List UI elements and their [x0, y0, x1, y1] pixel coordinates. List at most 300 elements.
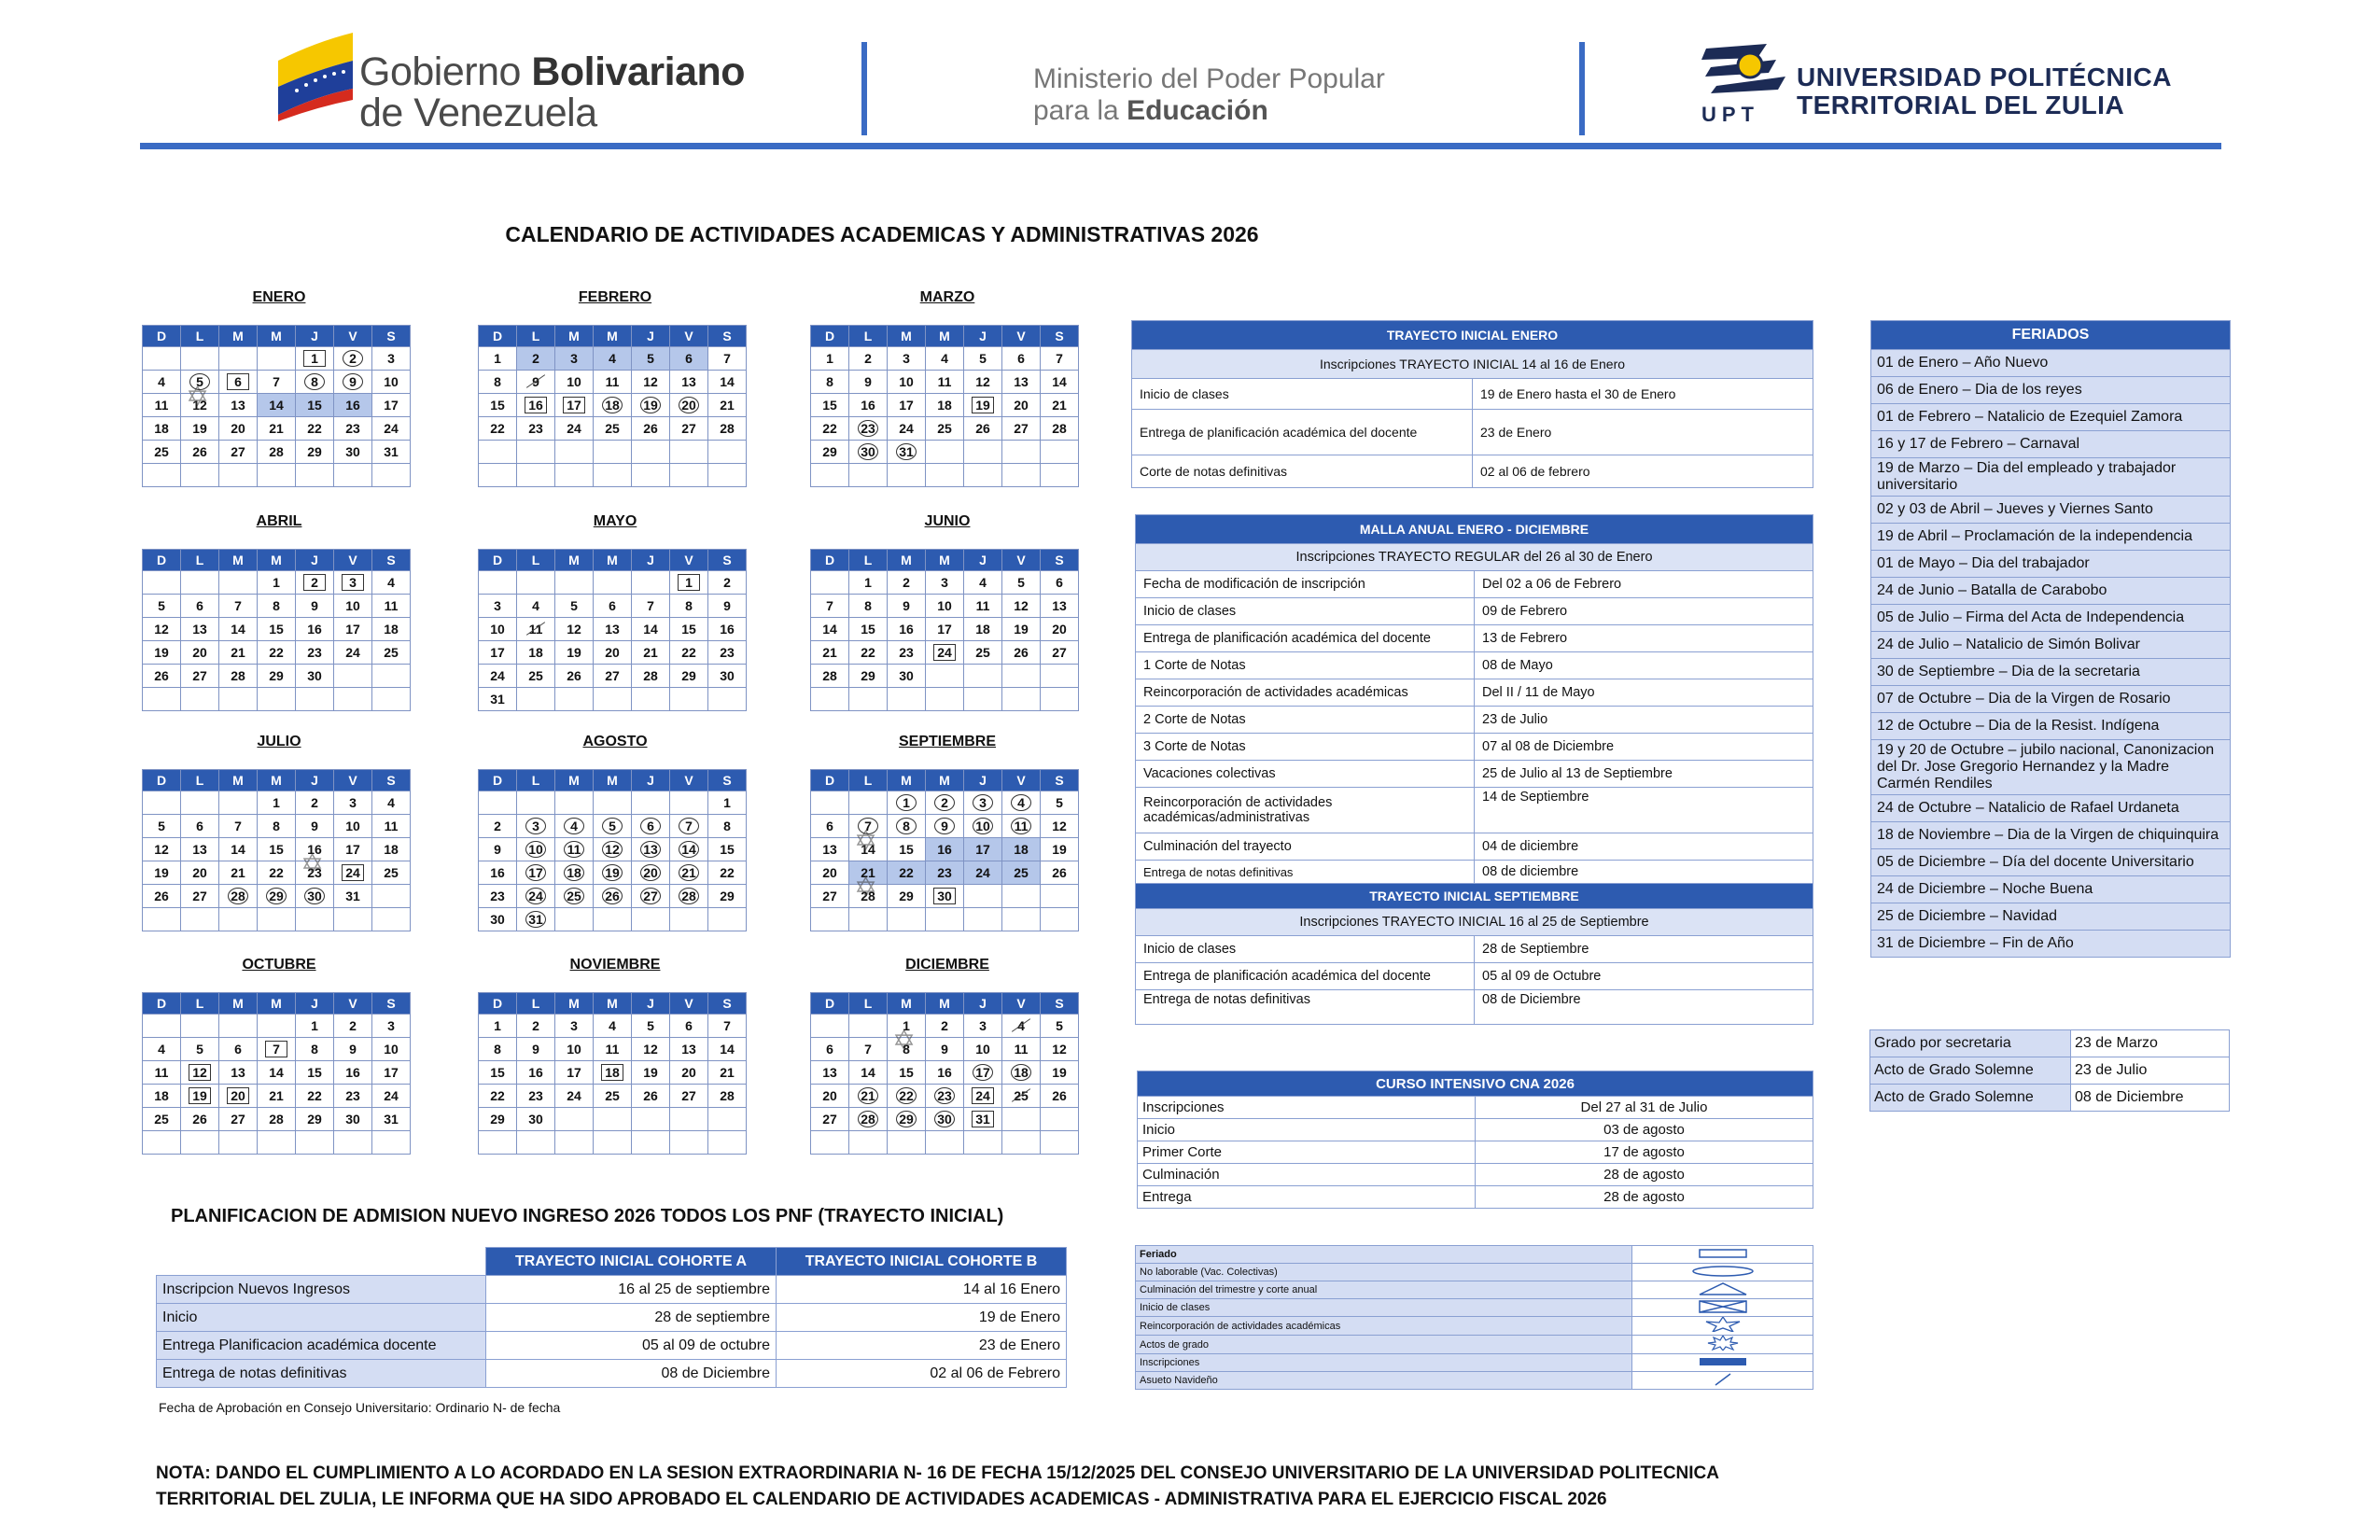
day-number: 1 [494, 351, 501, 366]
day-number: 4 [1011, 794, 1031, 811]
day-number: 25 [1014, 865, 1029, 880]
feriado-item: 05 de Diciembre – Día del docente Universitario [1871, 849, 2231, 876]
day-number: ✡ 8 [898, 1042, 915, 1057]
day-number: 16 [307, 842, 322, 857]
day-number: 21 [720, 398, 735, 413]
header-separator [861, 42, 867, 135]
day-cell [181, 665, 219, 688]
day-cell [708, 464, 747, 487]
day-cell [926, 1015, 964, 1038]
burst-icon [1704, 1336, 1742, 1351]
day-number: 20 [822, 865, 837, 880]
day-cell [888, 618, 926, 641]
day-cell [296, 1131, 334, 1155]
day-number: 17 [384, 1065, 399, 1080]
day-cell [334, 371, 372, 394]
day-cell [372, 441, 411, 464]
day-cell [555, 464, 594, 487]
day-number: 30 [528, 1112, 543, 1127]
day-cell [1041, 441, 1079, 464]
day-cell [517, 1085, 555, 1108]
day-cell [372, 1085, 411, 1108]
day-number: 22 [720, 865, 735, 880]
day-number: 10 [567, 1042, 581, 1057]
row-value: 08 de diciembre [1475, 861, 1813, 884]
day-cell [372, 908, 411, 931]
day-cell [632, 347, 670, 371]
day-number: 17 [345, 622, 360, 637]
day-number: 8 [685, 598, 693, 613]
day-number: 24 [567, 421, 581, 436]
day-number: 17 [384, 398, 399, 413]
day-cell [296, 347, 334, 371]
day-cell [479, 861, 517, 885]
day-cell [143, 791, 181, 815]
day-number: 16 [720, 622, 735, 637]
day-number: 20 [605, 645, 620, 660]
day-number: 9 [494, 842, 501, 857]
upt-emblem-icon [1701, 39, 1790, 105]
day-number: 7 [265, 1041, 287, 1057]
day-number: 31 [525, 911, 546, 928]
weekday-header: D [143, 993, 181, 1015]
day-cell [849, 571, 888, 595]
day-number: 25 [384, 645, 399, 660]
day-number: 27 [822, 1112, 837, 1127]
day-cell [670, 885, 708, 908]
day-number: 7 [234, 598, 242, 613]
row-value: 28 de septiembre [486, 1304, 777, 1332]
feriados-table [1870, 320, 2231, 958]
day-cell [888, 815, 926, 838]
day-cell [219, 1015, 258, 1038]
row-value: 08 de Diciembre [2071, 1085, 2230, 1112]
feriado-item: 24 de Octubre – Natalicio de Rafael Urdaneta [1871, 795, 2231, 822]
weekday-header: M [594, 326, 632, 347]
day-number: 13 [192, 622, 207, 637]
day-cell [143, 417, 181, 441]
day-cell [219, 464, 258, 487]
day-cell [964, 394, 1002, 417]
day-cell [479, 1085, 517, 1108]
day-number: 10 [345, 819, 360, 833]
day-cell [964, 885, 1002, 908]
day-cell [594, 885, 632, 908]
row-label: Inscripcion Nuevos Ingresos [157, 1276, 486, 1304]
day-number: 17 [525, 864, 546, 881]
day-cell [517, 347, 555, 371]
day-cell [670, 464, 708, 487]
weekday-header: S [372, 993, 411, 1015]
day-cell [517, 371, 555, 394]
day-number: 29 [490, 1112, 505, 1127]
weekday-header: J [964, 770, 1002, 791]
day-number: 2 [494, 819, 501, 833]
day-cell [708, 595, 747, 618]
day-number: 11 [975, 598, 990, 613]
day-cell [811, 347, 849, 371]
day-cell [181, 641, 219, 665]
day-cell [372, 665, 411, 688]
day-number: 12 [1052, 1042, 1067, 1057]
day-cell [372, 464, 411, 487]
day-cell [594, 618, 632, 641]
day-number: 24 [972, 1087, 994, 1104]
day-cell [219, 908, 258, 931]
row-value: 05 al 09 de octubre [486, 1332, 777, 1360]
day-cell [964, 641, 1002, 665]
day-number: 11 [384, 598, 399, 613]
day-number: 2 [532, 351, 539, 366]
weekday-header: L [517, 993, 555, 1015]
weekday-header: J [964, 993, 1002, 1015]
day-number: 14 [231, 622, 245, 637]
month-calendar [810, 992, 1079, 1155]
weekday-header: D [479, 993, 517, 1015]
day-cell [1002, 688, 1041, 711]
day-cell [1002, 595, 1041, 618]
day-number: 18 [564, 864, 584, 881]
day-number: 28 [1052, 421, 1067, 436]
day-number: 7 [679, 818, 699, 834]
day-cell [219, 1038, 258, 1061]
weekday-header: L [849, 550, 888, 571]
weekday-header: S [372, 550, 411, 571]
row-value: Del 02 a 06 de Febrero [1475, 571, 1813, 598]
day-cell [708, 1085, 747, 1108]
day-cell [296, 1015, 334, 1038]
month-calendar [142, 325, 411, 487]
day-cell [888, 1061, 926, 1085]
day-cell [517, 688, 555, 711]
weekday-header: M [594, 770, 632, 791]
month-title: OCTUBRE [242, 957, 316, 973]
day-number: 17 [490, 645, 505, 660]
weekday-header: J [296, 770, 334, 791]
day-cell [632, 394, 670, 417]
page-title: CALENDARIO DE ACTIVIDADES ACADEMICAS Y ADMINISTRATIVAS 2026 [505, 222, 1259, 246]
day-number: 15 [822, 398, 837, 413]
day-cell [708, 885, 747, 908]
day-cell [632, 908, 670, 931]
day-cell [555, 394, 594, 417]
day-number: 31 [384, 444, 399, 459]
day-cell [888, 885, 926, 908]
day-cell [258, 688, 296, 711]
day-number: 24 [342, 864, 364, 881]
day-cell [926, 371, 964, 394]
day-cell [926, 1108, 964, 1131]
feriado-item: 19 de Marzo – Dia del empleado y trabajador universitario [1871, 458, 2231, 497]
day-cell [964, 464, 1002, 487]
day-cell [219, 1061, 258, 1085]
day-cell [670, 1038, 708, 1061]
day-number: 23 [307, 645, 322, 660]
day-cell [926, 688, 964, 711]
day-number: 17 [937, 622, 952, 637]
day-cell [372, 1015, 411, 1038]
day-number: 17 [345, 842, 360, 857]
day-number: 11 [1014, 1042, 1029, 1057]
day-number: 4 [387, 575, 395, 590]
weekday-header: L [849, 993, 888, 1015]
day-number: 26 [643, 421, 658, 436]
day-cell [296, 417, 334, 441]
day-cell [1002, 618, 1041, 641]
day-cell [811, 1061, 849, 1085]
day-number: 15 [681, 622, 696, 637]
day-number: 18 [384, 622, 399, 637]
day-number: 28 [679, 888, 699, 904]
day-cell [670, 861, 708, 885]
day-cell [964, 815, 1002, 838]
day-cell [926, 1038, 964, 1061]
weekday-header: D [811, 770, 849, 791]
day-cell [811, 618, 849, 641]
day-cell [372, 688, 411, 711]
day-number: ✡ 28 [860, 889, 876, 903]
day-number: 7 [858, 818, 878, 834]
weekday-header: M [926, 993, 964, 1015]
row-label: Corte de notas definitivas [1132, 455, 1473, 488]
day-cell [372, 861, 411, 885]
day-number: 28 [720, 421, 735, 436]
day-cell [143, 688, 181, 711]
day-cell [334, 571, 372, 595]
day-cell [479, 815, 517, 838]
day-cell [181, 464, 219, 487]
day-cell [849, 665, 888, 688]
day-number: 15 [720, 842, 735, 857]
day-cell [296, 885, 334, 908]
weekday-header: L [181, 993, 219, 1015]
day-number: 5 [1056, 795, 1063, 810]
month-title: MARZO [919, 289, 975, 305]
day-number: 4 [609, 1018, 616, 1033]
day-number: 7 [826, 598, 833, 613]
day-cell [1041, 861, 1079, 885]
feriado-item: 19 de Abril – Proclamación de la independencia [1871, 524, 2231, 551]
day-cell [1041, 791, 1079, 815]
weekday-header: D [143, 326, 181, 347]
day-number: 5 [158, 819, 165, 833]
day-number: 14 [720, 1042, 735, 1057]
day-cell [219, 885, 258, 908]
day-number: 20 [681, 1065, 696, 1080]
day-number: 1 [494, 1018, 501, 1033]
day-cell [888, 347, 926, 371]
day-cell [1041, 417, 1079, 441]
day-cell [926, 1061, 964, 1085]
day-number: 11 [605, 1042, 620, 1057]
day-cell [334, 1061, 372, 1085]
day-number: 16 [899, 622, 914, 637]
day-cell [708, 347, 747, 371]
day-number: 21 [861, 865, 875, 880]
day-number: 2 [349, 1018, 357, 1033]
day-cell [888, 861, 926, 885]
day-cell [181, 347, 219, 371]
day-cell [811, 394, 849, 417]
day-cell [594, 838, 632, 861]
weekday-header: D [143, 770, 181, 791]
day-cell [181, 1061, 219, 1085]
day-cell [888, 1108, 926, 1131]
ministerio-logo-text: Ministerio del Poder Popular para la Educación [1033, 63, 1385, 126]
day-cell [1041, 1038, 1079, 1061]
day-cell [1041, 908, 1079, 931]
day-number: 14 [822, 622, 837, 637]
day-cell [517, 1038, 555, 1061]
day-number: 15 [899, 1065, 914, 1080]
day-cell [964, 571, 1002, 595]
row-value: 09 de Febrero [1475, 598, 1813, 625]
weekday-header: D [143, 550, 181, 571]
day-number: 19 [154, 865, 169, 880]
day-number: 19 [1052, 1065, 1067, 1080]
day-cell [334, 665, 372, 688]
weekday-header: L [181, 770, 219, 791]
day-cell [1041, 815, 1079, 838]
day-number: 6 [685, 351, 693, 366]
day-cell [964, 665, 1002, 688]
day-cell [926, 571, 964, 595]
day-number: 2 [343, 350, 363, 367]
row-label: Acto de Grado Solemne [1870, 1085, 2071, 1112]
day-cell [181, 1131, 219, 1155]
month-calendar [810, 769, 1079, 931]
day-number: 1 [896, 794, 917, 811]
day-cell [632, 417, 670, 441]
day-cell [1041, 595, 1079, 618]
day-cell [632, 371, 670, 394]
month-calendar [142, 992, 411, 1155]
day-number: 18 [154, 421, 169, 436]
day-number: 26 [643, 1088, 658, 1103]
day-number: 12 [154, 842, 169, 857]
day-number: 6 [826, 819, 833, 833]
weekday-header: M [888, 326, 926, 347]
weekday-header: D [479, 326, 517, 347]
day-cell [1041, 394, 1079, 417]
day-cell [555, 618, 594, 641]
day-cell [1002, 1108, 1041, 1131]
day-number: 2 [311, 795, 318, 810]
weekday-header: M [555, 770, 594, 791]
day-cell [888, 417, 926, 441]
day-number: 22 [861, 645, 875, 660]
row-label: Entrega de notas definitivas [1136, 861, 1475, 884]
day-number: 27 [231, 444, 245, 459]
day-cell [372, 571, 411, 595]
day-cell [632, 885, 670, 908]
month-title: JUNIO [924, 513, 971, 529]
day-cell [517, 595, 555, 618]
day-number: 16 [345, 398, 360, 413]
day-cell [708, 791, 747, 815]
day-number: 20 [1014, 398, 1029, 413]
day-cell [1041, 1061, 1079, 1085]
day-number: 1 [723, 795, 731, 810]
day-cell [372, 1131, 411, 1155]
day-cell [258, 908, 296, 931]
day-number: 5 [196, 1042, 203, 1057]
day-number: 2 [723, 575, 731, 590]
day-cell [632, 595, 670, 618]
admision-table [156, 1247, 1067, 1388]
day-cell [219, 347, 258, 371]
day-number: 29 [307, 1112, 322, 1127]
day-number: 16 [490, 865, 505, 880]
day-cell [372, 838, 411, 861]
day-cell [670, 688, 708, 711]
row-value: 17 de agosto [1476, 1141, 1813, 1164]
weekday-header: M [258, 326, 296, 347]
day-cell [888, 1038, 926, 1061]
day-cell [219, 595, 258, 618]
day-cell [888, 571, 926, 595]
day-number: 23 [345, 1088, 360, 1103]
day-number: 19 [602, 864, 623, 881]
feriado-item: 07 de Octubre – Dia de la Virgen de Rosario [1871, 686, 2231, 713]
day-cell [219, 417, 258, 441]
day-cell [1041, 1015, 1079, 1038]
row-label: Reincorporación de actividades académicas [1136, 679, 1475, 707]
day-cell [181, 618, 219, 641]
day-cell [296, 791, 334, 815]
day-number: 4 [941, 351, 948, 366]
day-number: 13 [231, 398, 245, 413]
month-calendar [478, 549, 747, 711]
day-number: 4 [979, 575, 987, 590]
day-number: 26 [1014, 645, 1029, 660]
weekday-header: J [296, 550, 334, 571]
day-number: 25 [605, 421, 620, 436]
day-number: 28 [822, 668, 837, 683]
day-cell [296, 441, 334, 464]
day-cell [670, 838, 708, 861]
weekday-header: M [888, 550, 926, 571]
day-cell [632, 791, 670, 815]
weekday-header: V [1002, 326, 1041, 347]
day-number: 22 [896, 1087, 917, 1104]
day-number: 9 [903, 598, 910, 613]
row-value: Del 27 al 31 de Julio [1476, 1097, 1813, 1119]
day-number: 1 [273, 575, 280, 590]
day-cell [334, 394, 372, 417]
day-number: 7 [1056, 351, 1063, 366]
day-cell [632, 1108, 670, 1131]
day-number: 12 [1014, 598, 1029, 613]
day-cell [708, 371, 747, 394]
day-number: 3 [342, 574, 364, 591]
weekday-header: J [632, 993, 670, 1015]
day-cell [555, 791, 594, 815]
day-cell [670, 1108, 708, 1131]
day-number: 13 [192, 842, 207, 857]
day-number: 31 [384, 1112, 399, 1127]
day-number: 10 [384, 374, 399, 389]
row-label: Entrega de notas definitivas [1136, 990, 1475, 1025]
day-number: 11 [528, 622, 543, 637]
day-number: 1 [903, 1018, 910, 1033]
slash-icon [1695, 1373, 1751, 1386]
day-number: 14 [1052, 374, 1067, 389]
upt-abbr: UPT [1701, 103, 1759, 126]
day-number: 24 [384, 421, 399, 436]
day-cell [181, 885, 219, 908]
day-cell [517, 815, 555, 838]
